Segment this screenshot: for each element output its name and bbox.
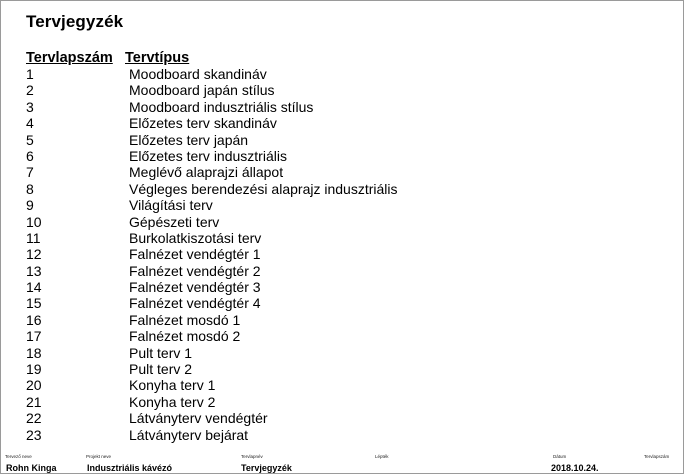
sheet-number: 18 bbox=[26, 344, 42, 361]
sheet-list-row bbox=[26, 263, 666, 279]
date-label: Dátum bbox=[553, 454, 567, 459]
sheet-number: 23 bbox=[26, 426, 42, 443]
sheet-type: Konyha terv 2 bbox=[129, 393, 216, 410]
sheet-type: Látványterv bejárat bbox=[129, 426, 249, 443]
sheet-number: 19 bbox=[26, 361, 42, 378]
sheet-list-row bbox=[26, 427, 666, 443]
sheet-number: 12 bbox=[26, 246, 42, 263]
column-header-number: Tervlapszám bbox=[26, 50, 113, 66]
sheet-type: Végleges berendezési alaprajz indusztriális bbox=[129, 180, 398, 197]
sheet-type: Pult terv 2 bbox=[129, 361, 193, 378]
sheet-list-row bbox=[26, 328, 666, 344]
sheet-number: 14 bbox=[26, 279, 42, 296]
sheet-number: 17 bbox=[26, 328, 42, 345]
title-block bbox=[1, 453, 684, 475]
sheet-type: Falnézet mosdó 1 bbox=[129, 311, 241, 328]
sheet-type: Moodboard japán stílus bbox=[129, 82, 275, 99]
sheet-list-row bbox=[26, 410, 666, 426]
sheet-list-row bbox=[26, 279, 666, 295]
sheet-list-row bbox=[26, 214, 666, 230]
sheet-list-row bbox=[26, 164, 666, 180]
sheet-type: Falnézet vendégtér 3 bbox=[129, 279, 261, 296]
sheet-list-row bbox=[26, 181, 666, 197]
sheet-number: 7 bbox=[26, 164, 34, 181]
document-title: Tervjegyzék bbox=[26, 12, 124, 31]
sheet-name-label: Tervlapnév bbox=[241, 454, 263, 459]
sheet-type: Falnézet vendégtér 2 bbox=[129, 262, 261, 279]
sheet-type: Konyha terv 1 bbox=[129, 377, 216, 394]
sheet-list-row bbox=[26, 197, 666, 213]
sheet-type: Látványterv vendégtér bbox=[129, 410, 268, 427]
date-value: 2018.10.24. bbox=[551, 463, 599, 473]
sheet-list bbox=[26, 66, 666, 443]
sheet-list-row bbox=[26, 394, 666, 410]
sheet-number: 11 bbox=[26, 229, 41, 246]
column-header-type: Tervtípus bbox=[125, 50, 190, 66]
sheet-list-row bbox=[26, 312, 666, 328]
sheet-type: Moodboard skandináv bbox=[129, 66, 267, 82]
sheet-number: 6 bbox=[26, 147, 34, 164]
sheet-number: 1 bbox=[26, 66, 34, 82]
sheet-list-row bbox=[26, 82, 666, 98]
sheet-list-row bbox=[26, 295, 666, 311]
sheet-list-row bbox=[26, 361, 666, 377]
sheet-type: Gépészeti terv bbox=[129, 213, 220, 230]
sheet-number: 9 bbox=[26, 197, 34, 214]
sheet-number: 3 bbox=[26, 98, 34, 115]
sheet-type: Falnézet vendégtér 1 bbox=[129, 246, 261, 263]
sheet-list-row bbox=[26, 377, 666, 393]
sheet-list-row bbox=[26, 148, 666, 164]
sheet-number: 5 bbox=[26, 131, 34, 148]
scale-label: Lépték bbox=[375, 454, 389, 459]
sheet-list-row bbox=[26, 99, 666, 115]
sheet-number: 13 bbox=[26, 262, 42, 279]
project-label: Projekt neve bbox=[86, 454, 112, 459]
sheet-type: Moodboard indusztriális stílus bbox=[129, 98, 314, 115]
designer-value: Rohn Kinga bbox=[6, 463, 57, 473]
sheet-number: 16 bbox=[26, 311, 42, 328]
sheet-number: 21 bbox=[26, 393, 42, 410]
sheet-type: Meglévő alaprajzi állapot bbox=[129, 164, 284, 181]
project-value: Indusztriális kávézó bbox=[87, 463, 173, 473]
sheet-type: Előzetes terv skandináv bbox=[129, 115, 277, 132]
designer-label: Tervező neve bbox=[5, 454, 32, 459]
sheet-type: Falnézet vendégtér 4 bbox=[129, 295, 261, 312]
sheet-type: Falnézet mosdó 2 bbox=[129, 328, 241, 345]
sheet-type: Pult terv 1 bbox=[129, 344, 193, 361]
sheet-number: 22 bbox=[26, 410, 42, 427]
sheet-list-row bbox=[26, 230, 666, 246]
sheet-list-row bbox=[26, 246, 666, 262]
sheet-list-row bbox=[26, 132, 666, 148]
sheet-number: 2 bbox=[26, 82, 34, 99]
sheet-name-value: Tervjegyzék bbox=[241, 463, 292, 473]
sheet-list-row bbox=[26, 66, 666, 82]
sheet-number: 8 bbox=[26, 180, 34, 197]
sheet-type: Burkolatkiszotási terv bbox=[129, 229, 262, 246]
sheet-list-row bbox=[26, 115, 666, 131]
sheet-type: Előzetes terv indusztriális bbox=[129, 147, 287, 164]
sheet-number: 20 bbox=[26, 377, 42, 394]
sheet-number: 4 bbox=[26, 115, 34, 132]
sheet-type: Világítási terv bbox=[129, 197, 213, 214]
sheet-list-row bbox=[26, 345, 666, 361]
sheet-number: 15 bbox=[26, 295, 42, 312]
sheet-type: Előzetes terv japán bbox=[129, 131, 249, 148]
sheet-number: 10 bbox=[26, 213, 42, 230]
sheet-number-label: Tervlapszám bbox=[644, 454, 670, 459]
